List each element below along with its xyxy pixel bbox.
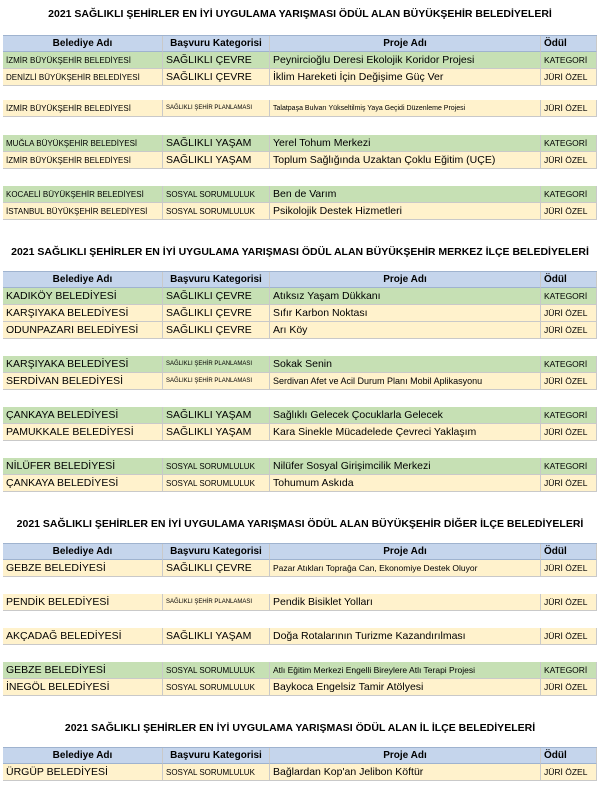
cell-municipality: İSTANBUL BÜYÜKŞEHİR BELEDİYESİ <box>3 203 163 220</box>
cell-municipality: DENİZLİ BÜYÜKŞEHİR BELEDİYESİ <box>3 69 163 86</box>
cell-project: Atlı Eğitim Merkezi Engelli Bireylere Atlı Terapi Projesi <box>270 662 541 679</box>
table-row <box>3 152 597 169</box>
cell-award: JÜRİ ÖZEL <box>541 594 597 611</box>
header-award: Ödül <box>541 272 597 288</box>
table-row <box>3 458 597 475</box>
cell-award: KATEGORİ <box>541 288 597 305</box>
section-title-other-district: 2021 SAĞLIKLI ŞEHİRLER EN İYİ UYGULAMA YARIŞMASI ÖDÜL ALAN BÜYÜKŞEHİR DİĞER İLÇE BELEDİYELERİ <box>16 518 584 530</box>
cell-municipality: GEBZE BELEDİYESİ <box>3 662 163 679</box>
table-header-row <box>3 271 597 288</box>
table-row <box>3 662 597 679</box>
cell-project: Doğa Rotalarının Turizme Kazandırılması <box>270 628 541 645</box>
header-project: Proje Adı <box>270 544 541 560</box>
header-municipality: Belediye Adı <box>3 748 163 764</box>
cell-municipality: PENDİK BELEDİYESİ <box>3 594 163 611</box>
cell-award: JÜRİ ÖZEL <box>541 305 597 322</box>
table-row <box>3 203 597 220</box>
header-category: Başvuru Kategorisi <box>163 36 270 52</box>
cell-municipality: PAMUKKALE BELEDİYESİ <box>3 424 163 441</box>
table-row <box>3 373 597 390</box>
cell-category: SAĞLIKLI ÇEVRE <box>163 322 270 339</box>
cell-municipality: İZMİR BÜYÜKŞEHİR BELEDİYESİ <box>3 52 163 69</box>
header-project: Proje Adı <box>270 36 541 52</box>
table-row <box>3 305 597 322</box>
table-row <box>3 628 597 645</box>
cell-category: SAĞLIKLI ŞEHİR PLANLAMASI <box>163 373 270 390</box>
header-award: Ödül <box>541 748 597 764</box>
cell-award: JÜRİ ÖZEL <box>541 424 597 441</box>
cell-category: SOSYAL SORUMLULUK <box>163 475 270 492</box>
cell-award: JÜRİ ÖZEL <box>541 203 597 220</box>
cell-project: Nilüfer Sosyal Girişimcilik Merkezi <box>270 458 541 475</box>
table-row <box>3 322 597 339</box>
table-row <box>3 52 597 69</box>
cell-municipality: GEBZE BELEDİYESİ <box>3 560 163 577</box>
cell-project: Peynircioğlu Deresi Ekolojik Koridor Projesi <box>270 52 541 69</box>
cell-award: JÜRİ ÖZEL <box>541 69 597 86</box>
cell-project: Pazar Atıkları Toprağa Can, Ekonomiye Destek Oluyor <box>270 560 541 577</box>
cell-project: Toplum Sağlığında Uzaktan Çoklu Eğitim (UÇE) <box>270 152 541 169</box>
cell-category: SAĞLIKLI YAŞAM <box>163 135 270 152</box>
cell-project: İklim Hareketi İçin Değişime Güç Ver <box>270 69 541 86</box>
cell-project: Yerel Tohum Merkezi <box>270 135 541 152</box>
cell-award: KATEGORİ <box>541 186 597 203</box>
cell-category: SAĞLIKLI ÇEVRE <box>163 305 270 322</box>
cell-category: SAĞLIKLI ŞEHİR PLANLAMASI <box>163 594 270 611</box>
cell-project: Atıksız Yaşam Dükkanı <box>270 288 541 305</box>
table-row <box>3 186 597 203</box>
cell-project: Serdivan Afet ve Acil Durum Planı Mobil Aplikasyonu <box>270 373 541 390</box>
cell-municipality: ÇANKAYA BELEDİYESİ <box>3 475 163 492</box>
table-row <box>3 764 597 781</box>
cell-award: KATEGORİ <box>541 135 597 152</box>
table-row <box>3 288 597 305</box>
cell-award: JÜRİ ÖZEL <box>541 560 597 577</box>
section-title-metropolitan: 2021 SAĞLIKLI ŞEHİRLER EN İYİ UYGULAMA YARIŞMASI ÖDÜL ALAN BÜYÜKŞEHİR BELEDİYELERİ <box>48 8 552 20</box>
cell-municipality: İZMİR BÜYÜKŞEHİR BELEDİYESİ <box>3 152 163 169</box>
cell-category: SOSYAL SORUMLULUK <box>163 679 270 696</box>
cell-project: Baykoca Engelsiz Tamir Atölyesi <box>270 679 541 696</box>
header-award: Ödül <box>541 36 597 52</box>
cell-municipality: AKÇADAĞ BELEDİYESİ <box>3 628 163 645</box>
table-row <box>3 594 597 611</box>
header-municipality: Belediye Adı <box>3 272 163 288</box>
cell-project: Talatpaşa Bulvarı Yükseltilmiş Yaya Geçidi Düzenleme Projesi <box>270 100 541 117</box>
cell-category: SAĞLIKLI YAŞAM <box>163 628 270 645</box>
header-project: Proje Adı <box>270 748 541 764</box>
cell-municipality: ODUNPAZARI BELEDİYESİ <box>3 322 163 339</box>
table-header-row <box>3 747 597 764</box>
cell-award: JÜRİ ÖZEL <box>541 679 597 696</box>
header-category: Başvuru Kategorisi <box>163 544 270 560</box>
cell-award: KATEGORİ <box>541 407 597 424</box>
cell-project: Ben de Varım <box>270 186 541 203</box>
cell-municipality: ÜRGÜP BELEDİYESİ <box>3 764 163 781</box>
cell-award: KATEGORİ <box>541 662 597 679</box>
cell-municipality: İZMİR BÜYÜKŞEHİR BELEDİYESİ <box>3 100 163 117</box>
table-header-row <box>3 543 597 560</box>
cell-category: SAĞLIKLI YAŞAM <box>163 407 270 424</box>
cell-award: KATEGORİ <box>541 52 597 69</box>
cell-municipality: KARŞIYAKA BELEDİYESİ <box>3 356 163 373</box>
cell-project: Sıfır Karbon Noktası <box>270 305 541 322</box>
section-title-provincial-district: 2021 SAĞLIKLI ŞEHİRLER EN İYİ UYGULAMA YARIŞMASI ÖDÜL ALAN İL İLÇE BELEDİYELERİ <box>64 722 536 734</box>
table-row <box>3 424 597 441</box>
header-award: Ödül <box>541 544 597 560</box>
cell-category: SOSYAL SORUMLULUK <box>163 458 270 475</box>
cell-municipality: KADIKÖY BELEDİYESİ <box>3 288 163 305</box>
cell-category: SOSYAL SORUMLULUK <box>163 662 270 679</box>
cell-category: SOSYAL SORUMLULUK <box>163 186 270 203</box>
cell-award: KATEGORİ <box>541 458 597 475</box>
table-header-row <box>3 35 597 52</box>
cell-project: Bağlardan Kop'an Jelibon Köftür <box>270 764 541 781</box>
cell-award: JÜRİ ÖZEL <box>541 475 597 492</box>
cell-municipality: MUĞLA BÜYÜKŞEHİR BELEDİYESİ <box>3 135 163 152</box>
table-row <box>3 407 597 424</box>
table-row <box>3 475 597 492</box>
cell-project: Arı Köy <box>270 322 541 339</box>
cell-project: Sokak Senin <box>270 356 541 373</box>
table-row <box>3 69 597 86</box>
header-category: Başvuru Kategorisi <box>163 748 270 764</box>
cell-category: SOSYAL SORUMLULUK <box>163 764 270 781</box>
cell-municipality: SERDİVAN BELEDİYESİ <box>3 373 163 390</box>
table-row <box>3 679 597 696</box>
cell-municipality: KARŞIYAKA BELEDİYESİ <box>3 305 163 322</box>
header-municipality: Belediye Adı <box>3 544 163 560</box>
header-municipality: Belediye Adı <box>3 36 163 52</box>
header-project: Proje Adı <box>270 272 541 288</box>
cell-project: Psikolojik Destek Hizmetleri <box>270 203 541 220</box>
table-row <box>3 356 597 373</box>
cell-category: SAĞLIKLI ÇEVRE <box>163 560 270 577</box>
cell-municipality: KOCAELİ BÜYÜKŞEHİR BELEDİYESİ <box>3 186 163 203</box>
cell-award: JÜRİ ÖZEL <box>541 100 597 117</box>
cell-category: SAĞLIKLI ÇEVRE <box>163 69 270 86</box>
cell-project: Kara Sinekle Mücadelede Çevreci Yaklaşım <box>270 424 541 441</box>
cell-municipality: ÇANKAYA BELEDİYESİ <box>3 407 163 424</box>
cell-award: JÜRİ ÖZEL <box>541 152 597 169</box>
cell-category: SOSYAL SORUMLULUK <box>163 203 270 220</box>
section-title-central-district: 2021 SAĞLIKLI ŞEHİRLER EN İYİ UYGULAMA YARIŞMASI ÖDÜL ALAN BÜYÜKŞEHİR MERKEZ İLÇE BELEDİYELERİ <box>11 246 589 258</box>
cell-municipality: NİLÜFER BELEDİYESİ <box>3 458 163 475</box>
cell-award: JÜRİ ÖZEL <box>541 373 597 390</box>
cell-project: Tohumum Askıda <box>270 475 541 492</box>
cell-category: SAĞLIKLI ÇEVRE <box>163 288 270 305</box>
cell-category: SAĞLIKLI ÇEVRE <box>163 52 270 69</box>
cell-category: SAĞLIKLI YAŞAM <box>163 424 270 441</box>
cell-category: SAĞLIKLI YAŞAM <box>163 152 270 169</box>
cell-category: SAĞLIKLI ŞEHİR PLANLAMASI <box>163 356 270 373</box>
cell-municipality: İNEGÖL BELEDİYESİ <box>3 679 163 696</box>
cell-project: Pendik Bisiklet Yolları <box>270 594 541 611</box>
header-category: Başvuru Kategorisi <box>163 272 270 288</box>
cell-award: JÜRİ ÖZEL <box>541 628 597 645</box>
cell-award: JÜRİ ÖZEL <box>541 764 597 781</box>
table-row <box>3 100 597 117</box>
table-row <box>3 560 597 577</box>
table-row <box>3 135 597 152</box>
cell-category: SAĞLIKLI ŞEHİR PLANLAMASI <box>163 100 270 117</box>
cell-award: KATEGORİ <box>541 356 597 373</box>
cell-award: JÜRİ ÖZEL <box>541 322 597 339</box>
cell-project: Sağlıklı Gelecek Çocuklarla Gelecek <box>270 407 541 424</box>
